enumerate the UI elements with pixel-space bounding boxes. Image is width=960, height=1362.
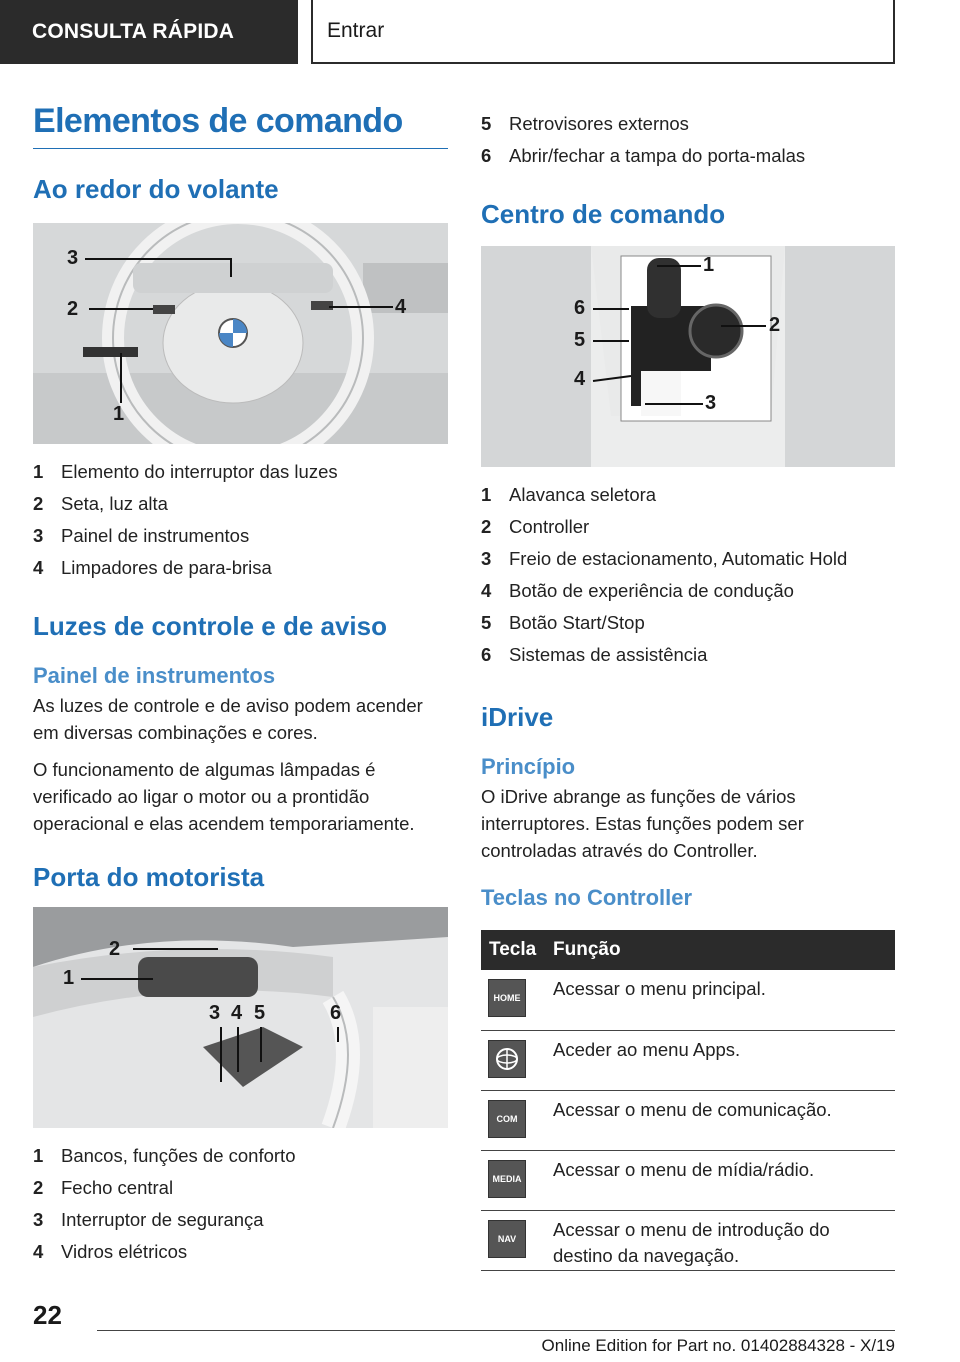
center-callout-6: 6 [574, 297, 586, 319]
table-row [481, 1090, 895, 1150]
callout-2: 2 [67, 298, 79, 320]
apps-key-icon [488, 1040, 526, 1078]
table-row [481, 1150, 895, 1210]
left-column [33, 100, 448, 1268]
list-item: 1 Alavanca seletora [481, 484, 657, 505]
steering-wheel-photo [33, 223, 448, 444]
door-list [33, 1140, 448, 1268]
center-callout-5: 5 [574, 329, 586, 351]
list-item: 2 Seta, luz alta [33, 493, 168, 514]
table-cell: Acessar o menu de comunicação. [547, 1090, 895, 1150]
steering-list [33, 456, 448, 584]
center-heading: Centro de comando [481, 199, 726, 229]
warning-paragraph-1: As luzes de controle e de aviso podem acender em diversas combinações e cores. [33, 695, 423, 743]
center-callout-3: 3 [705, 392, 717, 414]
list-item: 4 Vidros elétricos [33, 1241, 188, 1262]
center-list [481, 479, 895, 671]
list-item: 6 Sistemas de assistência [481, 644, 708, 665]
table-row [481, 970, 895, 1030]
page-number: 22 [33, 1300, 62, 1330]
list-item: 3 Freio de estacionamento, Automatic Hold [481, 548, 848, 569]
steering-heading: Ao redor do volante [33, 174, 279, 204]
controller-keys-table [481, 930, 895, 1271]
list-item: 2 Fecho central [33, 1177, 174, 1198]
com-key-icon: COM [488, 1100, 526, 1138]
idrive-subheading: Princípio [481, 754, 576, 779]
warning-subheading: Painel de instrumentos [33, 663, 276, 688]
table-row [481, 1210, 895, 1270]
keys-heading: Teclas no Controller [481, 885, 693, 910]
list-item: 5 Retrovisores externos [481, 113, 689, 134]
door-photo [33, 907, 448, 1128]
table-cell: Acessar o menu de introdução do destino da navegação. [547, 1210, 895, 1270]
door-callout-1: 1 [63, 967, 75, 989]
list-item: 3 Interruptor de segurança [33, 1209, 264, 1230]
list-item: 1 Elemento do interruptor das luzes [33, 461, 338, 482]
callout-3: 3 [67, 247, 79, 269]
table-cell: Acessar o menu principal. [547, 970, 895, 1030]
list-item: 4 Botão de experiência de condução [481, 580, 794, 601]
table-cell: Acessar o menu de mídia/rádio. [547, 1150, 895, 1210]
center-console-photo [481, 246, 895, 467]
list-item: 3 Painel de instrumentos [33, 525, 250, 546]
list-item: 4 Limpadores de para-brisa [33, 557, 272, 578]
right-column [481, 100, 895, 1271]
door-callout-3: 3 [209, 1002, 221, 1024]
list-item: 1 Bancos, funções de conforto [33, 1145, 296, 1166]
list-item: 5 Botão Start/Stop [481, 612, 645, 633]
center-callout-2: 2 [769, 314, 781, 336]
list-item: 2 Controller [481, 516, 590, 537]
list-item: 6 Abrir/fechar a tampa do porta-malas [481, 145, 806, 166]
section-tab: CONSULTA RÁPIDA [0, 0, 298, 64]
table-cell: Aceder ao menu Apps. [547, 1030, 895, 1090]
table-header-function: Função [547, 930, 895, 970]
media-key-icon: MEDIA [488, 1160, 526, 1198]
callout-4: 4 [395, 296, 407, 318]
home-key-icon: HOME [488, 979, 526, 1017]
callout-1: 1 [113, 403, 125, 425]
door-callout-4: 4 [231, 1002, 243, 1024]
idrive-paragraph: O iDrive abrange as funções de vários interruptores. Estas funções podem ser controladas através do Controller. [481, 786, 804, 861]
center-callout-1: 1 [703, 254, 715, 276]
idrive-heading: iDrive [481, 702, 554, 732]
page-title: Elementos de comando [33, 100, 448, 149]
door-callout-5: 5 [254, 1002, 266, 1024]
warning-heading: Luzes de controle e de aviso [33, 611, 387, 641]
door-callout-6: 6 [330, 1002, 342, 1024]
footer-edition: Online Edition for Part no. 01402884328 - X/19 [541, 1336, 895, 1355]
table-header-key: Tecla [481, 930, 547, 970]
door-list-continued [481, 108, 895, 172]
door-heading: Porta do motorista [33, 862, 265, 892]
nav-key-icon: NAV [488, 1220, 526, 1258]
warning-paragraph-2: O funcionamento de algumas lâmpadas é verificado ao ligar o motor ou a prontidão operacional e elas acendem temporariamente. [33, 759, 415, 834]
door-callout-2: 2 [109, 938, 121, 960]
center-callout-4: 4 [574, 368, 586, 390]
footer-divider [97, 1330, 895, 1331]
chapter-tab: Entrar [311, 0, 895, 64]
table-row [481, 1030, 895, 1090]
